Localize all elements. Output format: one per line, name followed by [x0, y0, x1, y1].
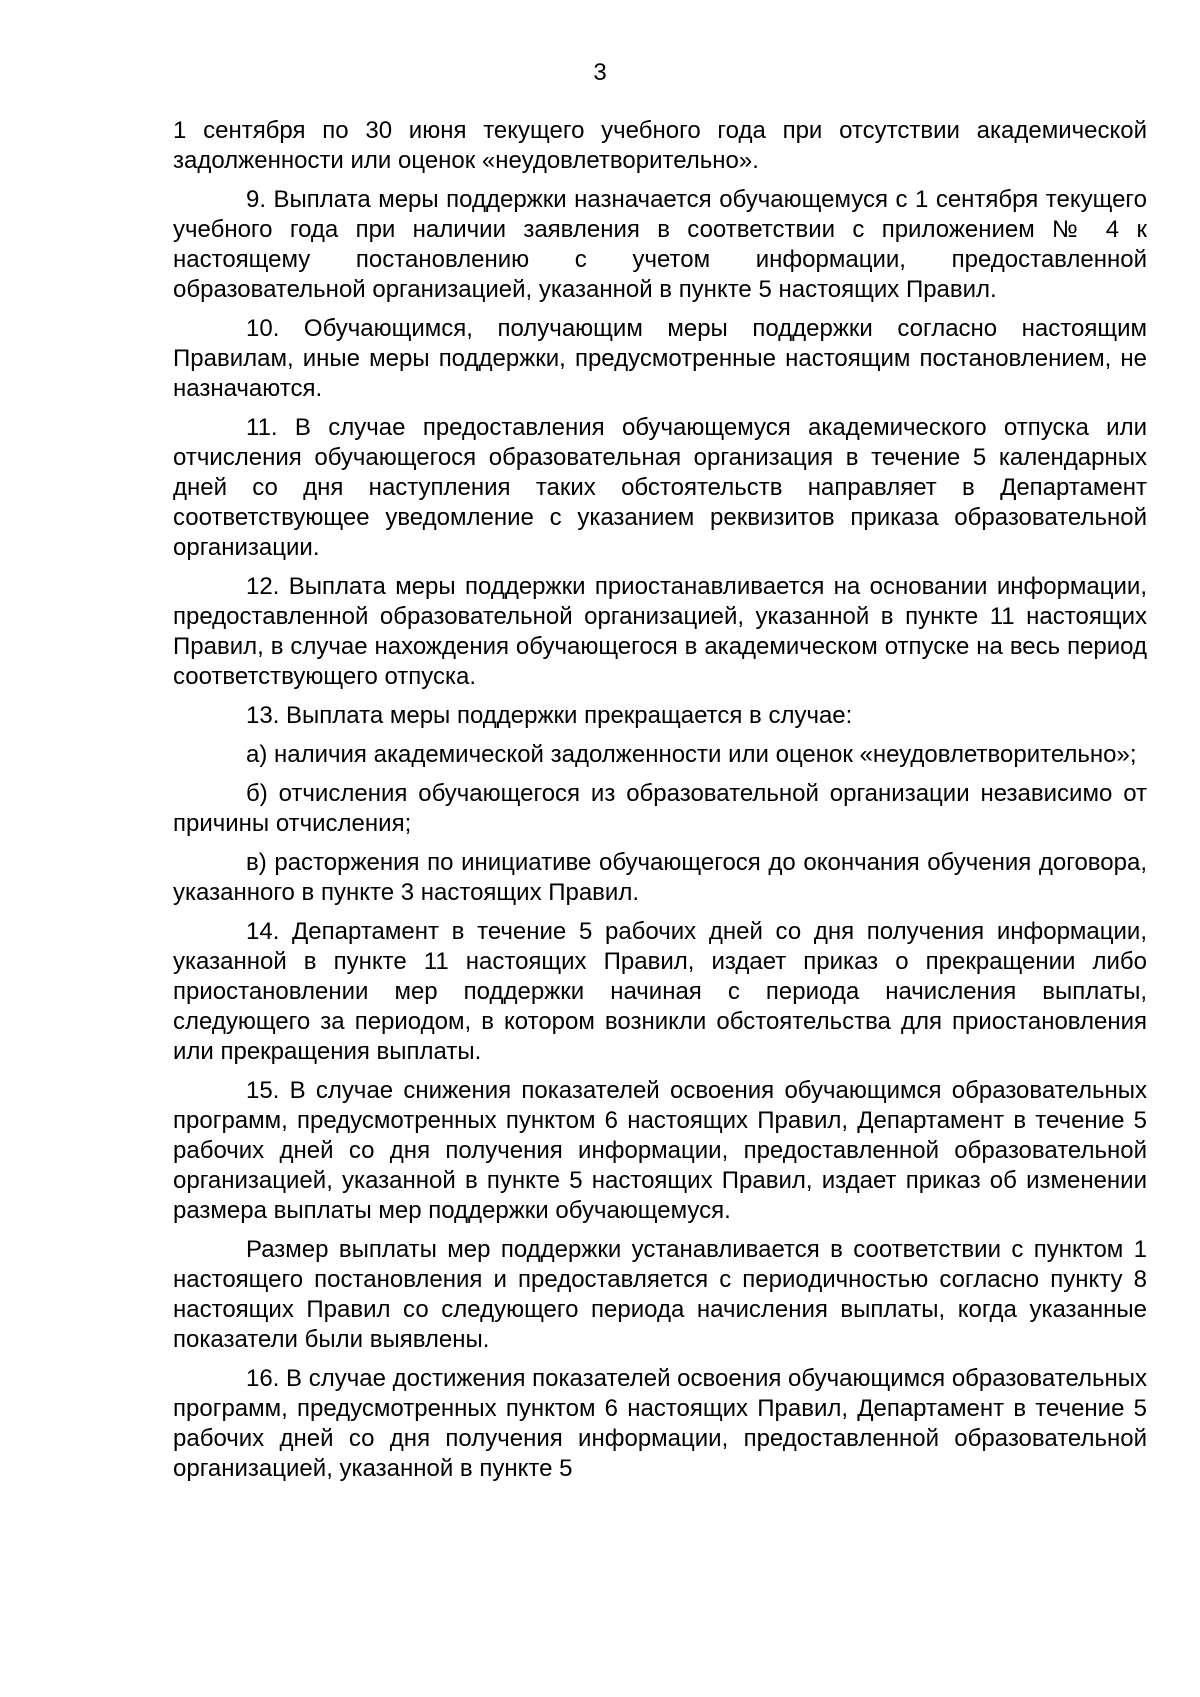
paragraph: 15. В случае снижения показателей освоения обучающимся образовательных программ, предусмотренных пунктом 6 настоящих Правил, Департамент в течение 5 рабочих дней со дня получения информации, предоставленной образовательной организацией, указанной в пункте 5 настоящих Правил, издает приказ об изменении размера выплаты мер поддержки обучающемуся.	[173, 1077, 1147, 1224]
paragraph: Размер выплаты мер поддержки устанавливается в соответствии с пунктом 1 настоящего постановления и предоставляется с периодичностью согласно пункту 8 настоящих Правил со следующего периода начисления выплаты, когда указанные показатели были выявлены.	[173, 1236, 1147, 1353]
paragraph: 14. Департамент в течение 5 рабочих дней со дня получения информации, указанной в пункте 11 настоящих Правил, издает приказ о прекращении либо приостановлении мер поддержки начиная с периода начисления выплаты, следующего за периодом, в котором возникли обстоятельства для приостановления или прекращения выплаты.	[173, 918, 1147, 1065]
document-body	[173, 116, 1147, 1493]
page-number: 3	[593, 59, 607, 86]
paragraph: 13. Выплата меры поддержки прекращается в случае:	[246, 702, 853, 729]
paragraph: 1 сентября по 30 июня текущего учебного года при отсутствии академической задолженности или оценок «неудовлетворительно».	[173, 117, 1147, 174]
paragraph: 12. Выплата меры поддержки приостанавливается на основании информации, предоставленной образовательной организацией, указанной в пункте 11 настоящих Правил, в случае нахождения обучающегося в академическом отпуске на весь период соответствующего отпуска.	[173, 573, 1147, 690]
paragraph: 9. Выплата меры поддержки назначается обучающемуся с 1 сентября текущего учебного года при наличии заявления в соответствии с приложением № 4 к настоящему постановлению с учетом информации, предоставленной образовательной организацией, указанной в пункте 5 настоящих Правил.	[173, 186, 1147, 303]
paragraph: б) отчисления обучающегося из образовательной организации независимо от причины отчисления;	[173, 780, 1147, 837]
paragraph: в) расторжения по инициативе обучающегося до окончания обучения договора, указанного в пункте 3 настоящих Правил.	[173, 849, 1147, 906]
paragraph: 10. Обучающимся, получающим меры поддержки согласно настоящим Правилам, иные меры поддержки, предусмотренные настоящим постановлением, не назначаются.	[173, 315, 1147, 402]
paragraph: 11. В случае предоставления обучающемуся академического отпуска или отчисления обучающегося образовательная организация в течение 5 календарных дней со дня наступления таких обстоятельств направляет в Департамент соответствующее уведомление с указанием реквизитов приказа образовательной организации.	[173, 414, 1147, 561]
paragraph: 16. В случае достижения показателей освоения обучающимся образовательных программ, предусмотренных пунктом 6 настоящих Правил, Департамент в течение 5 рабочих дней со дня получения информации, предоставленной образовательной организацией, указанной в пункте 5	[173, 1365, 1147, 1482]
paragraph: а) наличия академической задолженности или оценок «неудовлетворительно»;	[246, 741, 1137, 768]
